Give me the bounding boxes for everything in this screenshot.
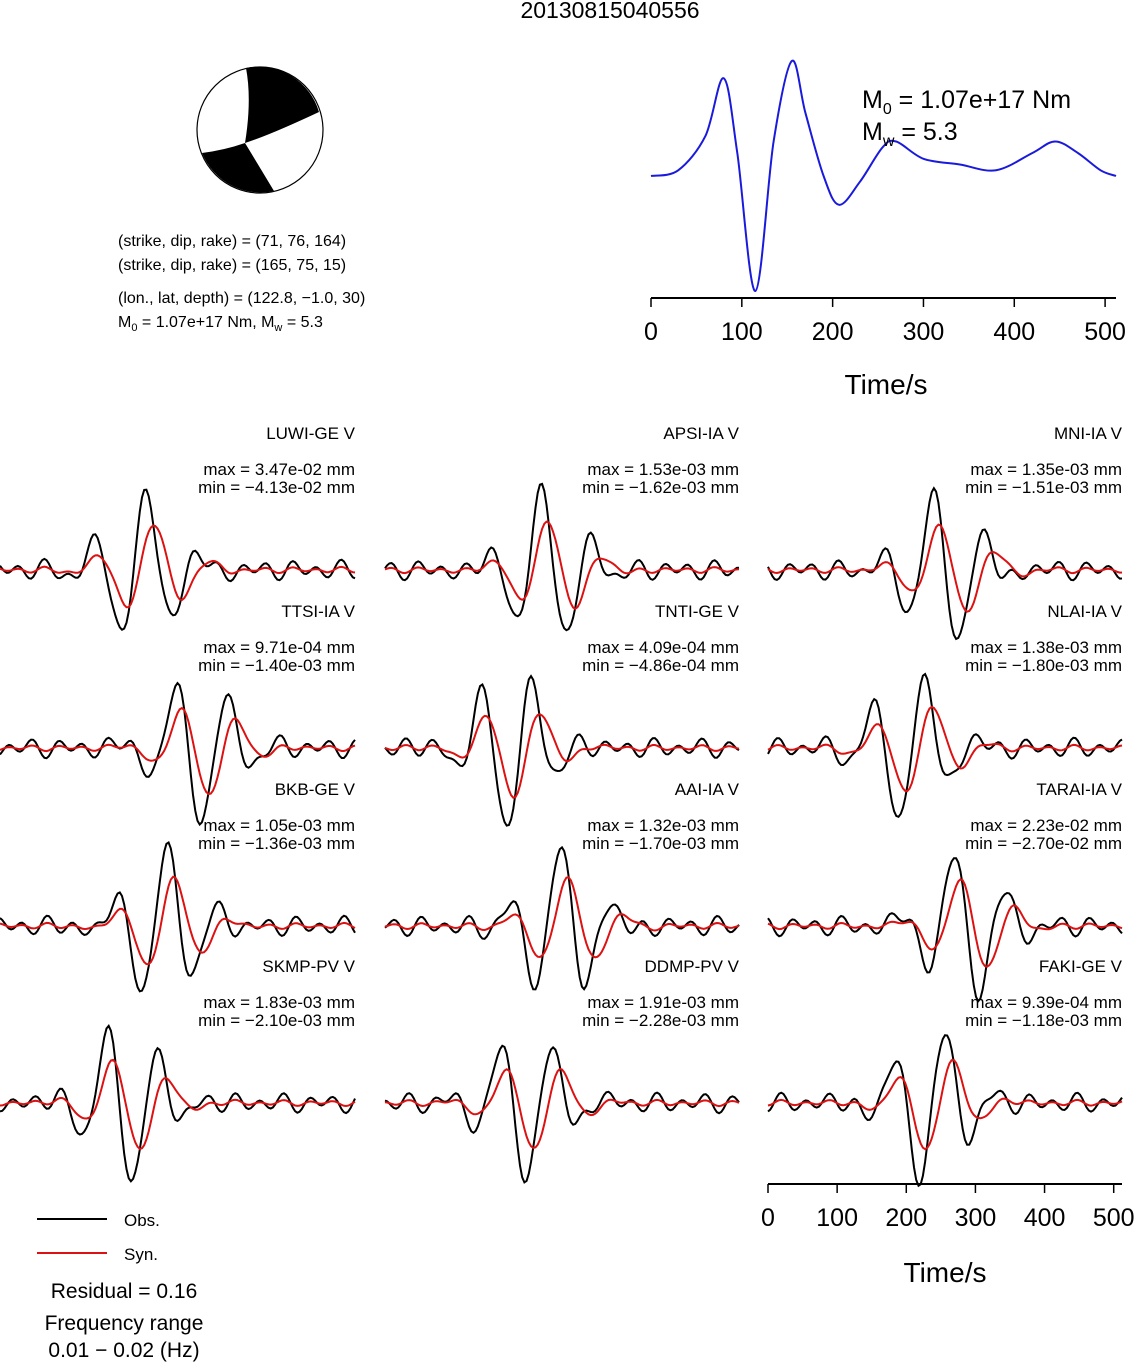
station-max: max = 2.23e-02 mm bbox=[970, 816, 1122, 835]
station-panel bbox=[385, 957, 740, 1182]
observed-waveform bbox=[385, 676, 739, 826]
observed-waveform bbox=[768, 858, 1122, 1001]
stf-axis-tick-label: 0 bbox=[644, 318, 658, 346]
residual-label: Residual = 0.16 bbox=[50, 1280, 198, 1303]
wave-axis-tick-label: 100 bbox=[816, 1204, 858, 1232]
nodal-plane-2: (strike, dip, rake) = (165, 75, 15) bbox=[118, 257, 347, 274]
station-min: min = −1.70e-03 mm bbox=[582, 834, 739, 853]
observed-waveform bbox=[0, 683, 355, 824]
stf-mw-label: $M_w = 5.3$ bbox=[862, 118, 958, 150]
legend-syn-label: Syn. bbox=[124, 1245, 159, 1264]
wave-axis-tick-label: 0 bbox=[761, 1204, 775, 1232]
wave-axis-tick-label: 200 bbox=[885, 1204, 928, 1232]
station-max: max = 1.05e-03 mm bbox=[203, 816, 355, 835]
station-min: min = −1.62e-03 mm bbox=[582, 478, 739, 497]
hypocenter-info: (lon., lat, depth) = (122.8, −1.0, 30) bbox=[118, 290, 366, 307]
source-time-function-panel bbox=[644, 61, 1126, 400]
synthetic-waveform bbox=[768, 707, 1122, 791]
station-name: TARAI-IA V bbox=[1036, 780, 1122, 799]
legend bbox=[37, 1211, 160, 1264]
station-name: AAI-IA V bbox=[674, 780, 739, 799]
station-min: min = −4.86e-04 mm bbox=[582, 656, 739, 675]
station-name: MNI-IA V bbox=[1053, 424, 1122, 443]
frequency-range-label: Frequency range bbox=[44, 1312, 204, 1335]
wave-axis-tick-label: 400 bbox=[1023, 1204, 1066, 1232]
station-max: max = 1.83e-03 mm bbox=[203, 993, 355, 1012]
station-name: DDMP-PV V bbox=[644, 957, 739, 976]
beachball-icon bbox=[197, 67, 323, 193]
station-max: max = 1.38e-03 mm bbox=[970, 638, 1122, 657]
station-name: SKMP-PV V bbox=[262, 957, 355, 976]
station-name: LUWI-GE V bbox=[266, 424, 355, 443]
station-panels bbox=[0, 424, 1123, 1186]
station-min: min = −1.51e-03 mm bbox=[965, 478, 1122, 497]
observed-waveform bbox=[0, 1026, 355, 1181]
station-name: TTSI-IA V bbox=[281, 602, 355, 621]
legend-obs-label: Obs. bbox=[124, 1211, 160, 1230]
synthetic-waveform bbox=[0, 526, 355, 608]
station-min: min = −1.36e-03 mm bbox=[198, 834, 355, 853]
station-max: max = 1.91e-03 mm bbox=[587, 993, 739, 1012]
station-min: min = −1.40e-03 mm bbox=[198, 656, 355, 675]
station-name: NLAI-IA V bbox=[1047, 602, 1122, 621]
wave-axis-tick-label: 500 bbox=[1092, 1204, 1135, 1232]
station-name: TNTI-GE V bbox=[654, 602, 739, 621]
synthetic-waveform bbox=[0, 877, 355, 964]
stf-x-axis bbox=[644, 298, 1126, 346]
station-max: max = 1.32e-03 mm bbox=[587, 816, 739, 835]
station-max: max = 1.53e-03 mm bbox=[587, 460, 739, 479]
station-max: max = 9.39e-04 mm bbox=[970, 993, 1122, 1012]
stf-m0-label: $M_0 = 1.07e+17$ Nm bbox=[862, 86, 1072, 118]
station-name: BKB-GE V bbox=[274, 780, 355, 799]
station-panel bbox=[0, 424, 356, 630]
moment-info: $M_0 = 1.07e+17$ Nm, $M_w = 5.3$ bbox=[118, 314, 323, 334]
synthetic-waveform bbox=[0, 1060, 355, 1149]
station-min: min = −1.18e-03 mm bbox=[965, 1011, 1122, 1030]
station-min: min = −2.10e-03 mm bbox=[198, 1011, 355, 1030]
station-max: max = 3.47e-02 mm bbox=[203, 460, 355, 479]
observed-waveform bbox=[768, 1035, 1122, 1186]
figure-title: 20130815040556 bbox=[520, 0, 700, 23]
station-max: max = 4.09e-04 mm bbox=[587, 638, 739, 657]
stf-axis-tick-label: 300 bbox=[902, 318, 945, 346]
observed-waveform bbox=[385, 1046, 739, 1183]
synthetic-waveform bbox=[385, 877, 739, 957]
stf-x-axis-label: Time/s bbox=[844, 369, 928, 400]
station-panel bbox=[0, 957, 356, 1181]
stf-axis-tick-label: 500 bbox=[1084, 318, 1126, 346]
frequency-range-value: 0.01 − 0.02 (Hz) bbox=[48, 1339, 200, 1362]
nodal-plane-1: (strike, dip, rake) = (71, 76, 164) bbox=[118, 233, 347, 250]
stf-axis-tick-label: 200 bbox=[811, 318, 854, 346]
station-min: min = −2.28e-03 mm bbox=[582, 1011, 739, 1030]
station-min: min = −1.80e-03 mm bbox=[965, 656, 1122, 675]
station-panel bbox=[768, 957, 1123, 1186]
station-max: max = 1.35e-03 mm bbox=[970, 460, 1122, 479]
stf-axis-tick-label: 400 bbox=[993, 318, 1036, 346]
station-name: FAKI-GE V bbox=[1038, 957, 1122, 976]
waveform-x-axis bbox=[761, 1184, 1135, 1232]
station-max: max = 9.71e-04 mm bbox=[203, 638, 355, 657]
station-min: min = −2.70e-02 mm bbox=[965, 834, 1122, 853]
stf-axis-tick-label: 100 bbox=[720, 318, 763, 346]
station-min: min = −4.13e-02 mm bbox=[198, 478, 355, 497]
station-name: APSI-IA V bbox=[663, 424, 739, 443]
station-panel bbox=[385, 424, 740, 630]
wave-axis-tick-label: 300 bbox=[954, 1204, 997, 1232]
waveform-x-axis-label: Time/s bbox=[903, 1257, 987, 1288]
